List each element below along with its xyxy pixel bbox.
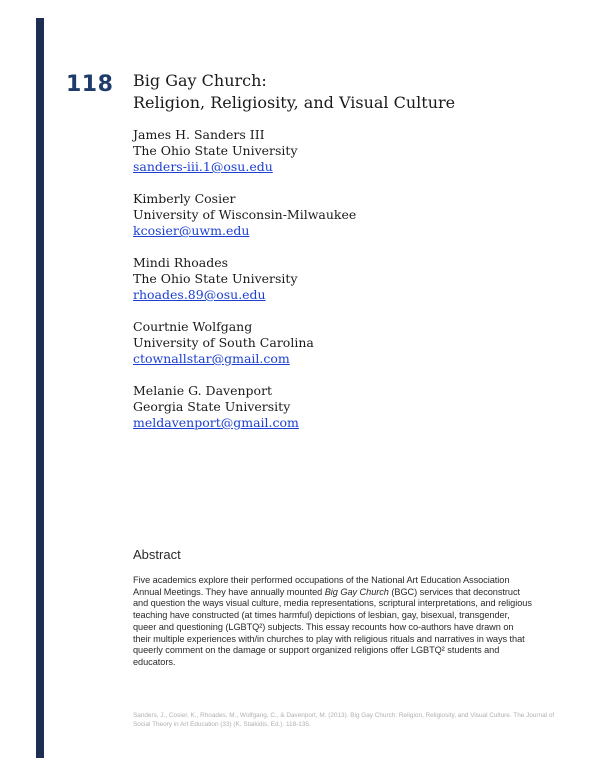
abstract-text: [133, 575, 533, 669]
title-line-2: Religion, Religiosity, and Visual Culture: [133, 93, 456, 112]
title-line-1: Big Gay Church:: [133, 71, 267, 90]
author-affiliation: University of Wisconsin-Milwaukee: [133, 207, 357, 222]
author-email-link[interactable]: kcosier@uwm.edu: [133, 223, 250, 238]
citation-footer: Sanders, J., Cosier, K., Rhoades, M., Wolfgang, C., & Davenport, M. (2013). Big Gay Church: Religion, Religiosity, and Visual Culture. The Journal of Social Theory in Art Education (33) (K. Staikidis, Ed.). 118-135.: [133, 712, 555, 728]
abstract-heading: Abstract: [133, 547, 181, 562]
author-affiliation: The Ohio State University: [133, 271, 298, 286]
abstract-text-italic: Big Gay Church: [324, 586, 389, 597]
author-email-link[interactable]: sanders-iii.1@osu.edu: [133, 159, 273, 174]
author-name: James H. Sanders III: [133, 127, 265, 142]
author-block: [133, 383, 356, 431]
author-block: [133, 127, 356, 175]
author-name: Kimberly Cosier: [133, 191, 236, 206]
abstract-text-part-1: Five academics explore their performed occupations of the National Art Education Association Annual Meetings. They have annually mounted: [133, 575, 510, 597]
author-affiliation: The Ohio State University: [133, 143, 298, 158]
author-affiliation: University of South Carolina: [133, 335, 314, 350]
author-email-link[interactable]: ctownallstar@gmail.com: [133, 351, 290, 366]
page-number: 118: [66, 72, 114, 97]
author-list: [133, 127, 356, 447]
author-name: Mindi Rhoades: [133, 255, 229, 270]
author-name: Courtnie Wolfgang: [133, 319, 253, 334]
author-name: Melanie G. Davenport: [133, 383, 273, 398]
author-block: [133, 255, 356, 303]
author-affiliation: Georgia State University: [133, 399, 291, 414]
author-block: [133, 191, 356, 239]
author-email-link[interactable]: meldavenport@gmail.com: [133, 415, 299, 430]
author-block: [133, 319, 356, 367]
author-email-link[interactable]: rhoades.89@osu.edu: [133, 287, 266, 302]
left-spine-bar: [36, 18, 44, 758]
article-title: [133, 70, 455, 114]
abstract-text-part-2: (BGC) services that deconstruct and question the ways visual culture, media representations, scriptural interpretations, and religious teaching have constructed (at times harmful) depictions of lesbian, gay, bisexual, transgender, queer and questioning (LGBTQ²) subjects. This essay recounts how co-authors have drawn on their multiple experiences with/in churches to play with religious rituals and narratives in ways that queerly comment on the damage or support organized religions offer LGBTQ² students and educators.: [133, 586, 532, 667]
